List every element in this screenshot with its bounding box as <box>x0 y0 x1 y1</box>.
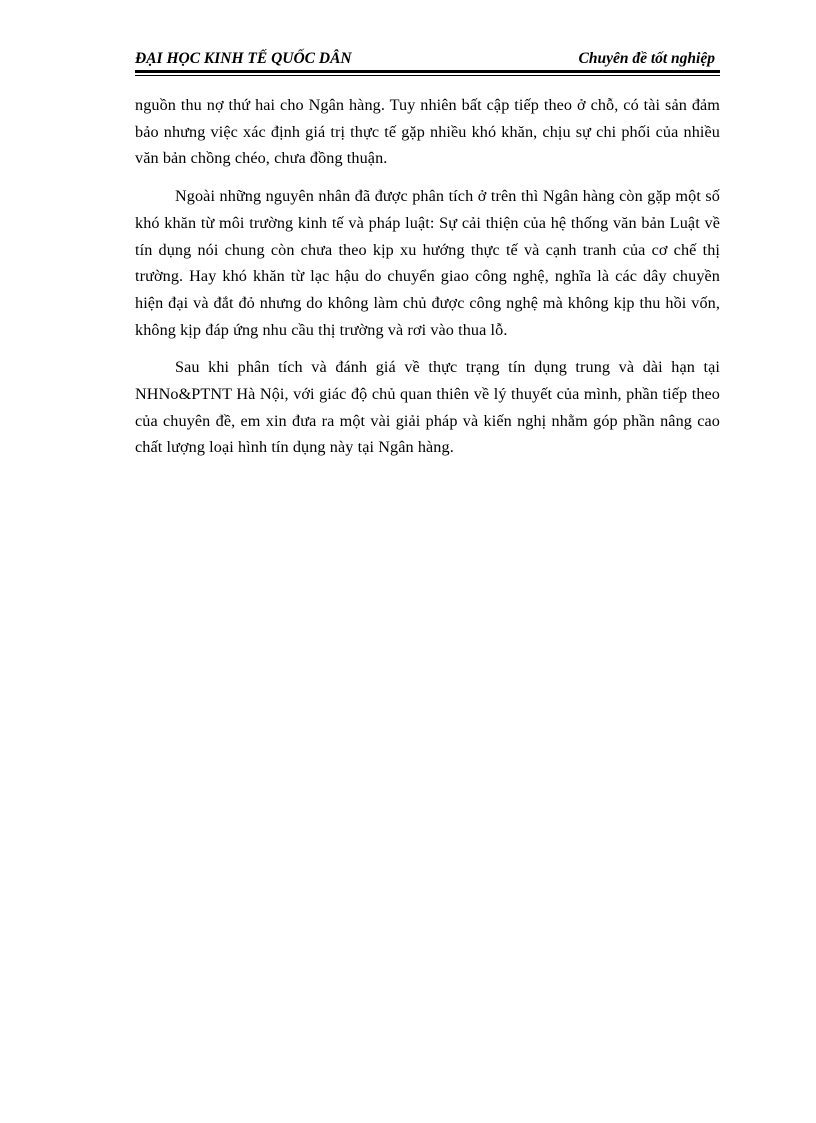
header-thesis-title: Chuyên đề tốt nghiệp <box>578 50 715 67</box>
header-rule-thin <box>135 75 720 76</box>
header-university-title: ĐẠI HỌC KINH TẾ QUỐC DÂN <box>135 50 352 67</box>
document-body <box>135 92 720 472</box>
paragraph-conclusion: Sau khi phân tích và đánh giá về thực trạng tín dụng trung và dài hạn tại NHNo&PTNT Hà Nội, với giác độ chủ quan thiên về lý thuyết của mình, phần tiếp theo của chuyên đề, em xin đưa ra một vài giải pháp và kiến nghị nhằm góp phần nâng cao chất lượng loại hình tín dụng này tại Ngân hàng. <box>135 358 720 457</box>
paragraph-continuation: nguồn thu nợ thứ hai cho Ngân hàng. Tuy nhiên bất cập tiếp theo ở chỗ, có tài sản đảm bảo nhưng việc xác định giá trị thực tế gặp nhiều khó khăn, chịu sự chi phối của nhiều văn bản chồng chéo, chưa đồng thuận. <box>135 96 720 168</box>
paragraph-difficulties: Ngoài những nguyên nhân đã được phân tích ở trên thì Ngân hàng còn gặp một số khó khăn từ môi trường kinh tế và pháp luật: Sự cải thiện của hệ thống văn bản Luật về tín dụng nói chung còn chưa theo kịp xu hướng thực tế và cạnh tranh của cơ chế thị trường. Hay khó khăn từ lạc hậu do chuyển giao công nghệ, nghĩa là các dây chuyền hiện đại và đắt đỏ nhưng do không làm chủ được công nghệ mà không kịp thu hồi vốn, không kịp đáp ứng nhu cầu thị trường và rơi vào thua lỗ. <box>135 187 720 339</box>
page-header <box>135 49 720 71</box>
header-rule-thick <box>135 70 720 73</box>
